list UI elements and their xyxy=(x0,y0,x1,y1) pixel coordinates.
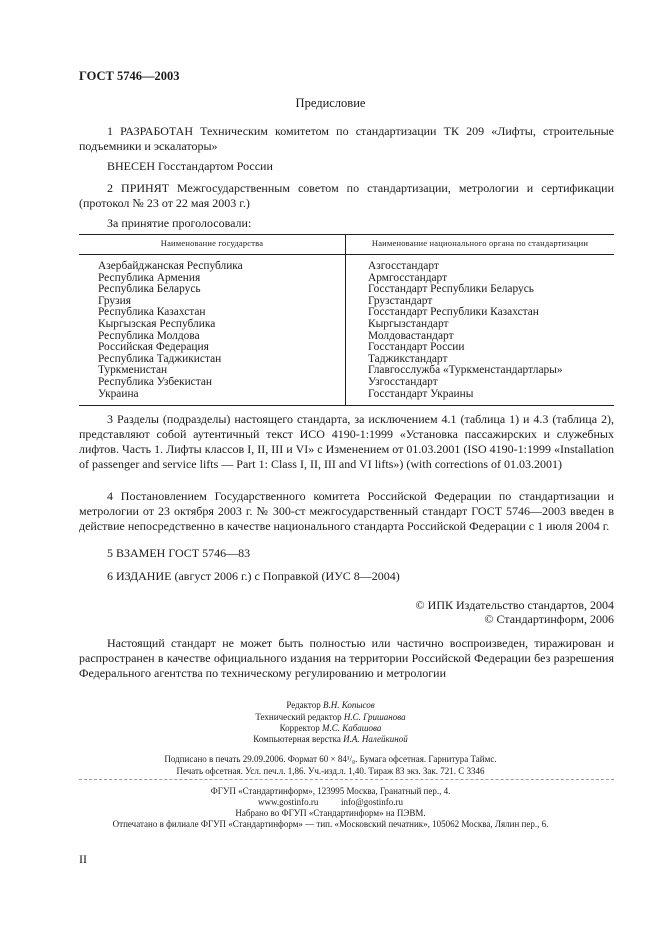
table-cell-state: Азербайджанская Республика xyxy=(98,260,243,272)
paragraph-4: 4 Постановлением Государственного комитета Российской Федерации по стандартизации и метрологии от 23 октября 2003 г. № 300-ст межгосударственный стандарт ГОСТ 5746—2003 введен в действие непосредственно в качестве национального стандарта Российской Федерации с 1 июля 2004 г. xyxy=(79,489,614,533)
imprint-tech-editor: Технический редактор Н.С. Гришанова xyxy=(255,712,406,722)
body-column xyxy=(346,255,615,406)
table-cell-body: Госстандарт Республики Беларусь xyxy=(368,283,534,296)
imprint-contacts xyxy=(0,797,661,807)
paragraph-1: 1 РАЗРАБОТАН Техническим комитетом по стандартизации ТК 209 «Лифты, строительные подъемники и эскалаторы» xyxy=(79,124,614,153)
paragraph-5: 5 ВЗАМЕН ГОСТ 5746—83 xyxy=(107,546,251,560)
imprint-print-info: Печать офсетная. Усл. печ.л. 1,86. Уч.-изд.л. 1,40. Тираж 83 экз. Зак. 721. С 3346 xyxy=(176,766,485,776)
table-cell-body: Молдовастандарт xyxy=(368,329,454,342)
table-cell-body: Госстандарт Республики Казахстан xyxy=(368,306,539,319)
table-cell-state: Республика Узбекистан xyxy=(98,375,212,388)
imprint-printed: Отпечатано в филиале ФГУП «Стандартинформ» — тип. «Московский печатник», 105062 Москва, Лялин пер., 6. xyxy=(112,819,549,829)
standard-code-header: ГОСТ 5746—2003 xyxy=(79,69,180,83)
section-title: Предисловие xyxy=(295,96,366,110)
table-cell-body: Узгосстандарт xyxy=(368,375,438,388)
table-cell-state: Российская Федерация xyxy=(98,341,209,354)
imprint-proofreader: Корректор М.С. Кабашова xyxy=(279,723,382,733)
paragraph-6: 6 ИЗДАНИЕ (август 2006 г.) с Поправкой (ИУС 8—2004) xyxy=(107,569,400,583)
page-number: II xyxy=(79,852,87,866)
copyright-line-2: © Стандартинформ, 2006 xyxy=(484,612,614,626)
table-cell-body: Армгосстандарт xyxy=(368,271,448,284)
table-cell-body: Главгосслужба «Туркменстандартлары» xyxy=(368,364,563,377)
imprint-layout: Компьютерная верстка И.А. Налейкиной xyxy=(253,734,408,744)
table-cell-body: Кыргызстандарт xyxy=(368,317,449,330)
table-cell-body: Госстандарт России xyxy=(368,341,465,354)
table-cell-state: Республика Молдова xyxy=(98,329,200,342)
table-cell-state: Грузия xyxy=(98,294,131,307)
table-cell-state: Республика Армения xyxy=(98,271,201,284)
paragraph-voted: За принятие проголосовали: xyxy=(107,216,252,230)
table-cell-state: Туркменистан xyxy=(98,364,168,377)
copyright-line-1: © ИПК Издательство стандартов, 2004 xyxy=(415,598,614,612)
table-header-state: Наименование государства xyxy=(79,235,346,255)
imprint-divider xyxy=(79,779,614,780)
table-cell-body: Госстандарт Украины xyxy=(368,387,474,400)
table-cell-state: Украина xyxy=(98,387,139,400)
table-cell-state: Республика Казахстан xyxy=(98,306,206,319)
imprint-publisher: ФГУП «Стандартинформ», 123995 Москва, Гранатный пер., 4. xyxy=(210,786,451,796)
paragraph-2: 2 ПРИНЯТ Межгосударственным советом по стандартизации, метрологии и сертификации (протокол № 23 от 22 мая 2003 г.) xyxy=(79,181,614,210)
table-header-body: Наименование национального органа по стандартизации xyxy=(346,235,615,255)
paragraph-3: 3 Разделы (подразделы) настоящего стандарта, за исключением 4.1 (таблица 1) и 4.3 (таблица 2), представляют собой аутентичный текст ИСО 4190-1:1999 «Установка пассажирских и служебных лифтов. Часть 1. Лифты классов I, II, III и VI» с Изменением от 01.03.2001 (ISO 4190-1:1999 «Installation of passenger and service lifts — Part 1: Class I, II, III and VI lifts») (with corrections of 01.03.2001) xyxy=(79,412,615,471)
state-column xyxy=(79,255,346,406)
imprint-signed: Подписано в печать 29.09.2006. Формат 60 × 84¹/₈. Бумага офсетная. Гарнитура Таймс. xyxy=(164,754,497,764)
paragraph-vnesen: ВНЕСЕН Госстандартом России xyxy=(107,159,273,173)
voting-table xyxy=(79,234,614,406)
table-cell-body: Таджикстандарт xyxy=(368,352,448,365)
reproduction-notice: Настоящий стандарт не может быть полностью или частично воспроизведен, тиражирован и распространен в качестве официального издания на территории Российской Федерации без разрешения Федерального агентства по техническому регулированию и метрологии xyxy=(79,636,614,680)
table-cell-body: Грузстандарт xyxy=(368,294,433,307)
imprint-website: www.gostinfo.ru xyxy=(258,797,319,807)
table-cell-state: Республика Таджикистан xyxy=(98,352,222,365)
imprint-editor: Редактор В.Н. Копысов xyxy=(286,700,375,710)
table-cell-body: Азгосстандарт xyxy=(368,260,439,272)
imprint-typeset: Набрано во ФГУП «Стандартинформ» на ПЭВМ. xyxy=(235,808,426,818)
imprint-email: info@gostinfo.ru xyxy=(340,797,403,807)
table-cell-state: Кыргызская Республика xyxy=(98,317,216,330)
table-cell-state: Республика Беларусь xyxy=(98,283,201,296)
